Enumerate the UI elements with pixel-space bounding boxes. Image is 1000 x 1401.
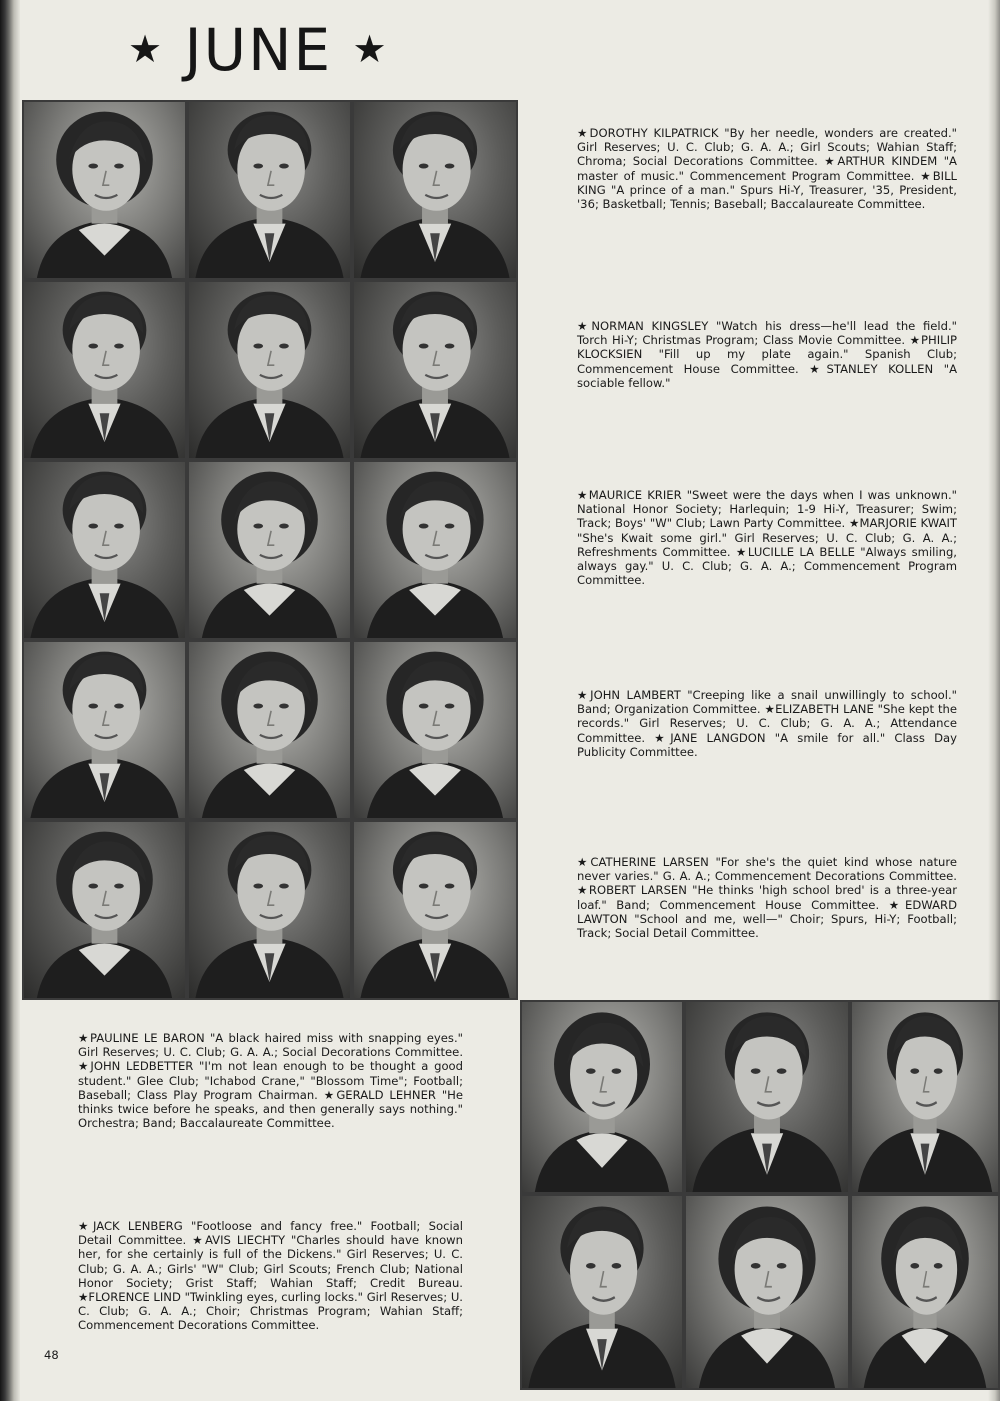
photo-8 xyxy=(189,462,350,638)
portrait-female-icon xyxy=(354,642,516,818)
photo-grid-upper xyxy=(22,100,518,1000)
photo-11 xyxy=(189,642,350,818)
photo-6 xyxy=(354,282,516,458)
portrait-male-icon xyxy=(852,1002,998,1192)
bio-block-6 xyxy=(78,1031,463,1130)
bio-text-4: ★JOHN LAMBERT "Creeping like a snail unwillingly to school." Band; Organization Committee. ★ELIZABETH LANE "She kept the records." Girl Reserves; U. C. Club; G. A. A.; Attendance Committee. ★JANE LANGDON "A smile for all." Class Day Publicity Committee. xyxy=(577,688,957,759)
photo-5 xyxy=(189,282,350,458)
portrait-male-icon xyxy=(24,282,185,458)
page-number: 48 xyxy=(44,1348,59,1362)
portrait-male-icon xyxy=(189,282,350,458)
photo-20 xyxy=(686,1196,848,1388)
portrait-female-icon xyxy=(354,462,516,638)
photo-19 xyxy=(522,1196,682,1388)
photo-10 xyxy=(24,642,185,818)
bio-text-2: ★NORMAN KINGSLEY "Watch his dress—he'll lead the field." Torch Hi-Y; Christmas Program; Class Movie Committee. ★PHILIP KLOCKSIEN "Fill up my plate again." Spanish Club; Commencement House Committee. ★STANLEY KOLLEN "A sociable fellow." xyxy=(577,319,957,390)
photo-17 xyxy=(686,1002,848,1192)
portrait-male-icon xyxy=(522,1196,682,1388)
photo-1 xyxy=(24,102,185,278)
photo-12 xyxy=(354,642,516,818)
portrait-female-icon xyxy=(189,462,350,638)
bio-block-1 xyxy=(577,126,957,211)
bio-text-6: ★PAULINE LE BARON "A black haired miss with snapping eyes." Girl Reserves; U. C. Club; G. A. A.; Social Decorations Committee. ★JOHN LEDBETTER "I'm not lean enough to be thought a good student." Glee Club; "Ichabod Crane," "Blossom Time"; Football; Baseball; Class Play Program Chairman. ★GERALD LEHNER "He thinks twice before he speaks, and then generally says nothing." Orchestra; Band; Baccalaureate Committee. xyxy=(78,1031,463,1131)
bio-block-5 xyxy=(577,855,957,940)
bio-block-2 xyxy=(577,319,957,390)
photo-21 xyxy=(852,1196,998,1388)
photo-14 xyxy=(189,822,350,998)
portrait-male-icon xyxy=(686,1002,848,1192)
portrait-male-icon xyxy=(24,462,185,638)
photo-18 xyxy=(852,1002,998,1192)
photo-grid-lower xyxy=(520,1000,1000,1390)
portrait-female-icon xyxy=(189,642,350,818)
portrait-female-icon xyxy=(686,1196,848,1388)
bio-block-7 xyxy=(78,1219,463,1333)
photo-2 xyxy=(189,102,350,278)
photo-16 xyxy=(522,1002,682,1192)
portrait-female-icon xyxy=(24,102,185,278)
bio-text-5: ★CATHERINE LARSEN "For she's the quiet kind whose nature never varies." G. A. A.; Commencement Decorations Committee. ★ROBERT LARSEN "He thinks 'high school bred' is a three-year loaf." Band; Commencement House Committee. ★EDWARD LAWTON "School and me, well—" Choir; Spurs, Hi-Y; Football; Track; Social Detail Committee. xyxy=(577,855,957,941)
portrait-female-icon xyxy=(522,1002,682,1192)
photo-13 xyxy=(24,822,185,998)
portrait-male-icon xyxy=(24,642,185,818)
page-title xyxy=(128,14,428,84)
photo-7 xyxy=(24,462,185,638)
bio-block-3 xyxy=(577,488,957,587)
portrait-male-icon xyxy=(189,102,350,278)
title-star-left-icon: ★ xyxy=(128,27,165,71)
photo-3 xyxy=(354,102,516,278)
portrait-female-icon xyxy=(852,1196,998,1388)
portrait-male-icon xyxy=(354,822,516,998)
portrait-male-icon xyxy=(354,102,516,278)
bio-block-4 xyxy=(577,688,957,759)
photo-4 xyxy=(24,282,185,458)
bio-text-3: ★MAURICE KRIER "Sweet were the days when I was unknown." National Honor Society; Harlequin; 1-9 Hi-Y, Treasurer; Swim; Track; Boys' "W" Club; Lawn Party Committee. ★MARJORIE KWAIT "She's Kwait some girl." Girl Reserves; U. C. Club; G. A. A.; Refreshments Committee. ★LUCILLE LA BELLE "Always smiling, always gay." U. C. Club; G. A. A.; Commencement Program Committee. xyxy=(577,488,957,588)
portrait-male-icon xyxy=(354,282,516,458)
photo-15 xyxy=(354,822,516,998)
portrait-female-icon xyxy=(24,822,185,998)
portrait-male-icon xyxy=(189,822,350,998)
title-star-right-icon: ★ xyxy=(352,27,389,71)
page-binding xyxy=(0,0,20,1401)
bio-text-7: ★JACK LENBERG "Footloose and fancy free." Football; Social Detail Committee. ★AVIS LIECHTY "Charles should have known her, for she certainly is full of the Dickens." Girl Reserves; U. C. Club; G. A. A.; Girls' "W" Club; Girl Scouts; French Club; National Honor Society; Grist Staff; Wahian Staff; Credit Bureau. ★FLORENCE LIND "Twinkling eyes, curling locks." Girl Reserves; U. C. Club; G. A. A.; Choir; Christmas Program; Wahian Staff; Commencement Decorations Committee. xyxy=(78,1219,463,1333)
photo-9 xyxy=(354,462,516,638)
title-text: JUNE xyxy=(184,16,333,84)
bio-text-1: ★DOROTHY KILPATRICK "By her needle, wonders are created." Girl Reserves; U. C. Club; G. A. A.; Girl Scouts; Wahian Staff; Chroma; Social Decorations Committee. ★ARTHUR KINDEM "A master of music." Commencement Program Committee. ★BILL KING "A prince of a man." Spurs Hi-Y, Treasurer, '35, President, '36; Basketball; Tennis; Baseball; Baccalaureate Committee. xyxy=(577,126,957,212)
